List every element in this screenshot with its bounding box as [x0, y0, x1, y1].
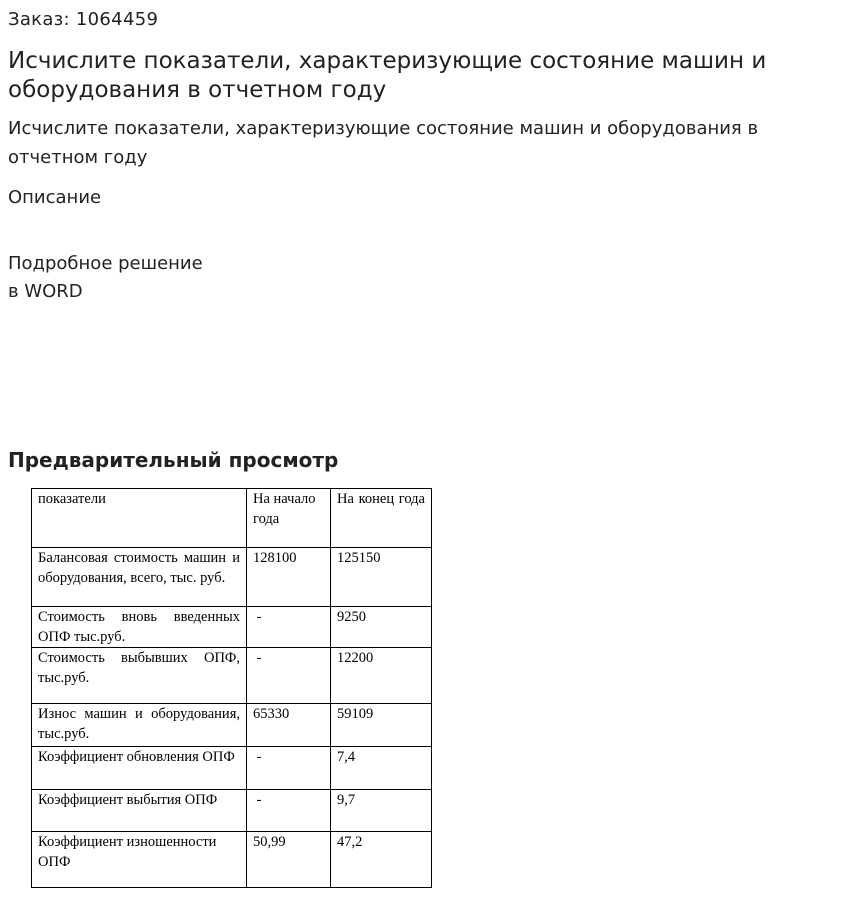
- table-cell: -: [247, 747, 331, 790]
- table-cell: 9,7: [331, 790, 432, 832]
- table-cell: Коэффициент изношенности ОПФ: [32, 832, 247, 888]
- table-cell: 12200: [331, 648, 432, 704]
- table-cell: -: [247, 648, 331, 704]
- table-cell: Коэффициент выбытия ОПФ: [32, 790, 247, 832]
- table-cell: Стоимость вновь введенных ОПФ тыс.руб.: [32, 607, 247, 648]
- table-row: [32, 790, 432, 832]
- table-cell: 9250: [331, 607, 432, 648]
- table-header-cell: На конец года: [331, 489, 432, 548]
- table-cell: 7,4: [331, 747, 432, 790]
- table-row: [32, 832, 432, 888]
- table-cell: -: [247, 790, 331, 832]
- table-header-cell: показатели: [32, 489, 247, 548]
- page-subtitle: Исчислите показатели, характеризующие состояние машин и оборудования в отчетном году: [8, 118, 759, 168]
- table-row: [32, 607, 432, 648]
- table-cell: Износ машин и оборудования, тыс.руб.: [32, 704, 247, 747]
- table-row: [32, 548, 432, 607]
- order-number: Заказ: 1064459: [8, 9, 159, 30]
- table-row: [32, 747, 432, 790]
- table-cell: 128100: [247, 548, 331, 607]
- table-cell: 50,99: [247, 832, 331, 888]
- table-header-row: [32, 489, 432, 548]
- table-cell: 125150: [331, 548, 432, 607]
- table-cell: 59109: [331, 704, 432, 747]
- table-cell: 47,2: [331, 832, 432, 888]
- preview-title: Предварительный просмотр: [8, 448, 339, 472]
- table-row: [32, 704, 432, 747]
- description-label: Описание: [8, 187, 102, 208]
- description-line: в WORD: [8, 281, 83, 302]
- table-cell: Стоимость выбывших ОПФ, тыс.руб.: [32, 648, 247, 704]
- table-cell: Балансовая стоимость машин и оборудования, всего, тыс. руб.: [32, 548, 247, 607]
- preview-table: [31, 488, 432, 888]
- table-cell: 65330: [247, 704, 331, 747]
- description-text: [8, 250, 203, 306]
- table-header-cell: На начало года: [247, 489, 331, 548]
- table-row: [32, 648, 432, 704]
- page-title: Исчислите показатели, характеризующие состояние машин и оборудования в отчетном году: [8, 48, 767, 103]
- description-line: Подробное решение: [8, 253, 203, 274]
- table-cell: -: [247, 607, 331, 648]
- table-cell: Коэффициент обновления ОПФ: [32, 747, 247, 790]
